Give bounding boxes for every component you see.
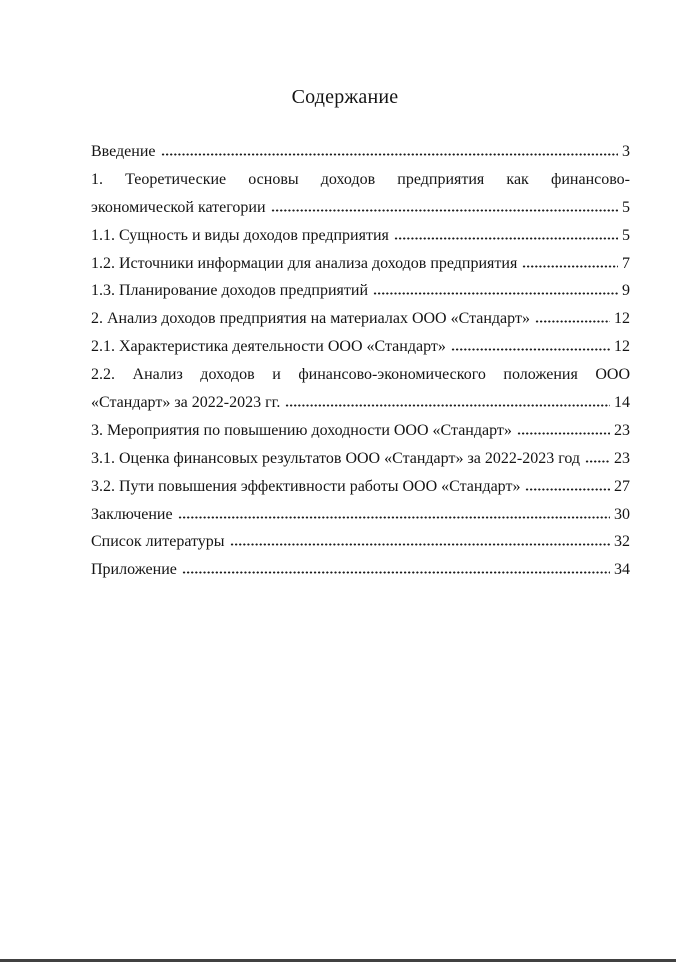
dot-leader	[161, 153, 619, 156]
dot-leader	[182, 571, 610, 574]
toc-page-number: 27	[614, 477, 630, 495]
dot-leader	[525, 488, 610, 491]
toc-entry-text: 1.2. Источники информации для анализа доходов предприятия	[91, 254, 518, 272]
toc-row[interactable]	[91, 445, 630, 473]
toc-row[interactable]	[91, 501, 630, 529]
dot-leader	[178, 516, 610, 519]
toc-page-number: 7	[622, 254, 630, 272]
toc-row[interactable]	[91, 417, 630, 445]
toc-row[interactable]	[91, 361, 630, 389]
toc-entry-text: 1.3. Планирование доходов предприятий	[91, 282, 368, 300]
toc-page-number: 32	[614, 533, 630, 551]
toc-row[interactable]	[91, 528, 630, 556]
toc-page-number: 23	[614, 421, 630, 439]
dot-leader	[230, 543, 610, 546]
toc-entry-text: 3.1. Оценка финансовых результатов ООО «Стандарт» за 2022-2023 год	[91, 449, 581, 467]
toc-entry-text: «Стандарт» за 2022-2023 гг.	[91, 394, 281, 412]
toc-entry-text: Приложение	[91, 561, 177, 579]
dot-leader	[394, 237, 618, 240]
toc-entry-text: 3. Мероприятия по повышению доходности ООО «Стандарт»	[91, 421, 512, 439]
toc-page-number: 30	[614, 505, 630, 523]
toc-row[interactable]	[91, 138, 630, 166]
toc-page-number: 3	[622, 143, 630, 160]
toc-entry-text: Введение	[91, 143, 156, 160]
toc-entry-text: 2.2. Анализ доходов и финансово-экономического положения ООО	[91, 366, 630, 384]
toc-page-number: 12	[614, 310, 630, 328]
toc-entry-text: 1. Теоретические основы доходов предприятия как финансово-	[91, 170, 630, 188]
toc-row[interactable]	[91, 194, 630, 222]
toc-entry-text: 3.2. Пути повышения эффективности работы ООО «Стандарт»	[91, 477, 521, 495]
toc-page-number: 34	[614, 561, 630, 579]
dot-leader	[373, 292, 618, 295]
toc-entry-text: 1.1. Сущность и виды доходов предприятия	[91, 226, 389, 244]
dot-leader	[271, 209, 618, 212]
toc-row[interactable]	[91, 333, 630, 361]
toc-entry-text: Заключение	[91, 505, 173, 523]
toc-row[interactable]	[91, 305, 630, 333]
toc-page-number: 12	[614, 338, 630, 356]
toc-row[interactable]	[91, 166, 630, 194]
dot-leader	[451, 348, 610, 351]
toc-entry-text: 2.1. Характеристика деятельности ООО «Стандарт»	[91, 338, 446, 356]
toc-row[interactable]	[91, 473, 630, 501]
toc-entry-text: 2. Анализ доходов предприятия на материалах ООО «Стандарт»	[91, 310, 530, 328]
dot-leader	[535, 320, 610, 323]
toc-page-number: 14	[614, 394, 630, 412]
dot-leader	[585, 460, 610, 463]
toc-page-number: 9	[622, 282, 630, 300]
toc-entry-text: экономической категории	[91, 198, 266, 216]
toc-row[interactable]	[91, 389, 630, 417]
toc-entry-text: Список литературы	[91, 533, 225, 551]
page-bottom-edge	[0, 959, 676, 962]
toc-page-number: 5	[622, 198, 630, 216]
toc-row[interactable]	[91, 250, 630, 278]
toc-page-number: 23	[614, 449, 630, 467]
toc-row[interactable]	[91, 556, 630, 584]
dot-leader	[522, 265, 618, 268]
table-of-contents	[91, 138, 630, 584]
toc-row[interactable]	[91, 277, 630, 305]
dot-leader	[517, 432, 610, 435]
toc-row[interactable]	[91, 222, 630, 250]
page-title: Содержание	[291, 86, 399, 108]
toc-page-number: 5	[622, 226, 630, 244]
dot-leader	[285, 404, 610, 407]
